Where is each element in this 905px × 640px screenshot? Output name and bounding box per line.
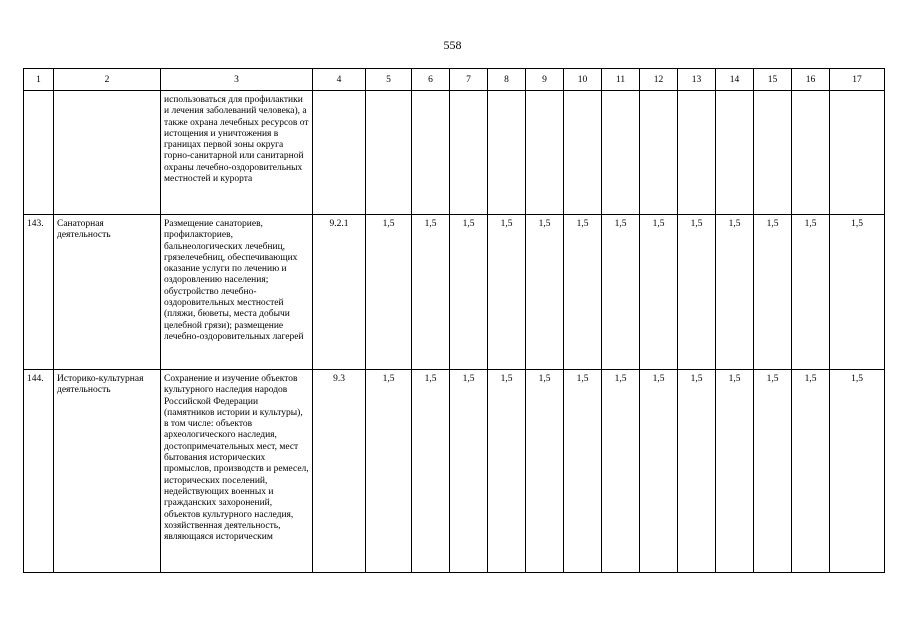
row-value: 1,5 bbox=[450, 370, 488, 573]
row-value: 1,5 bbox=[754, 215, 792, 370]
table-row bbox=[24, 215, 885, 370]
column-header: 11 bbox=[602, 69, 640, 91]
row-value bbox=[640, 91, 678, 215]
row-number: 143. bbox=[24, 215, 54, 370]
row-value: 1,5 bbox=[488, 370, 526, 573]
row-value: 1,5 bbox=[716, 370, 754, 573]
row-value: 1,5 bbox=[366, 215, 412, 370]
row-value bbox=[830, 91, 885, 215]
column-header: 16 bbox=[792, 69, 830, 91]
row-value: 1,5 bbox=[830, 370, 885, 573]
row-value: 1,5 bbox=[678, 370, 716, 573]
row-value bbox=[754, 91, 792, 215]
row-value: 1,5 bbox=[792, 215, 830, 370]
row-value bbox=[366, 91, 412, 215]
row-value bbox=[526, 91, 564, 215]
column-header: 6 bbox=[412, 69, 450, 91]
column-header: 17 bbox=[830, 69, 885, 91]
column-header: 12 bbox=[640, 69, 678, 91]
row-value: 1,5 bbox=[716, 215, 754, 370]
row-value bbox=[412, 91, 450, 215]
column-header: 5 bbox=[366, 69, 412, 91]
page-number: 558 bbox=[443, 38, 462, 52]
row-value: 1,5 bbox=[412, 215, 450, 370]
column-header: 2 bbox=[54, 69, 161, 91]
column-header: 13 bbox=[678, 69, 716, 91]
row-value: 1,5 bbox=[792, 370, 830, 573]
row-value: 1,5 bbox=[366, 370, 412, 573]
column-header: 9 bbox=[526, 69, 564, 91]
row-value: 1,5 bbox=[640, 215, 678, 370]
row-value: 1,5 bbox=[564, 215, 602, 370]
row-description: использоваться для профилактики и лечения заболеваний человека), а также охрана лечебных ресурсов от истощения и уничтожения в границах первой зоны округа горно-санитарной или санитарной охраны лечебно-оздоровительных местностей и курорта bbox=[161, 91, 313, 215]
row-value bbox=[716, 91, 754, 215]
row-value: 1,5 bbox=[640, 370, 678, 573]
row-description: Сохранение и изучение объектов культурного наследия народов Российской Федерации (памятников истории и культуры), в том числе: объектов археологического наследия, достопримечательных мест, мест бытования исторических промыслов, производств и ремесел, исторических поселений, недействующих военных и гражданских захоронений, объектов культурного наследия, хозяйственная деятельность, являющаяся историческим bbox=[161, 370, 313, 573]
column-header: 8 bbox=[488, 69, 526, 91]
row-value bbox=[678, 91, 716, 215]
row-value bbox=[792, 91, 830, 215]
row-name: Санаторная деятельность bbox=[54, 215, 161, 370]
row-value bbox=[564, 91, 602, 215]
row-code: 9.2.1 bbox=[313, 215, 366, 370]
row-value: 1,5 bbox=[602, 370, 640, 573]
column-header: 10 bbox=[564, 69, 602, 91]
row-number: 144. bbox=[24, 370, 54, 573]
row-value bbox=[450, 91, 488, 215]
row-value: 1,5 bbox=[450, 215, 488, 370]
row-code bbox=[313, 91, 366, 215]
column-header: 4 bbox=[313, 69, 366, 91]
row-value: 1,5 bbox=[564, 370, 602, 573]
row-value bbox=[602, 91, 640, 215]
table-row bbox=[24, 370, 885, 573]
header-row bbox=[24, 69, 885, 91]
column-header: 15 bbox=[754, 69, 792, 91]
row-value: 1,5 bbox=[830, 215, 885, 370]
column-header: 14 bbox=[716, 69, 754, 91]
row-value bbox=[488, 91, 526, 215]
row-name: Историко-культурная деятельность bbox=[54, 370, 161, 573]
row-value: 1,5 bbox=[602, 215, 640, 370]
column-header: 3 bbox=[161, 69, 313, 91]
row-name bbox=[54, 91, 161, 215]
land-use-table bbox=[23, 68, 885, 573]
row-number bbox=[24, 91, 54, 215]
row-value: 1,5 bbox=[678, 215, 716, 370]
row-code: 9.3 bbox=[313, 370, 366, 573]
column-header: 7 bbox=[450, 69, 488, 91]
column-header: 1 bbox=[24, 69, 54, 91]
row-value: 1,5 bbox=[526, 370, 564, 573]
table-row bbox=[24, 91, 885, 215]
row-value: 1,5 bbox=[488, 215, 526, 370]
row-value: 1,5 bbox=[754, 370, 792, 573]
row-description: Размещение санаториев, профилакториев, бальнеологических лечебниц, грязелечебниц, обеспечивающих оказание услуги по лечению и оздоровлению населения; обустройство лечебно-оздоровительных местностей (пляжи, бюветы, места добычи целебной грязи); размещение лечебно-оздоровительных лагерей bbox=[161, 215, 313, 370]
row-value: 1,5 bbox=[526, 215, 564, 370]
row-value: 1,5 bbox=[412, 370, 450, 573]
